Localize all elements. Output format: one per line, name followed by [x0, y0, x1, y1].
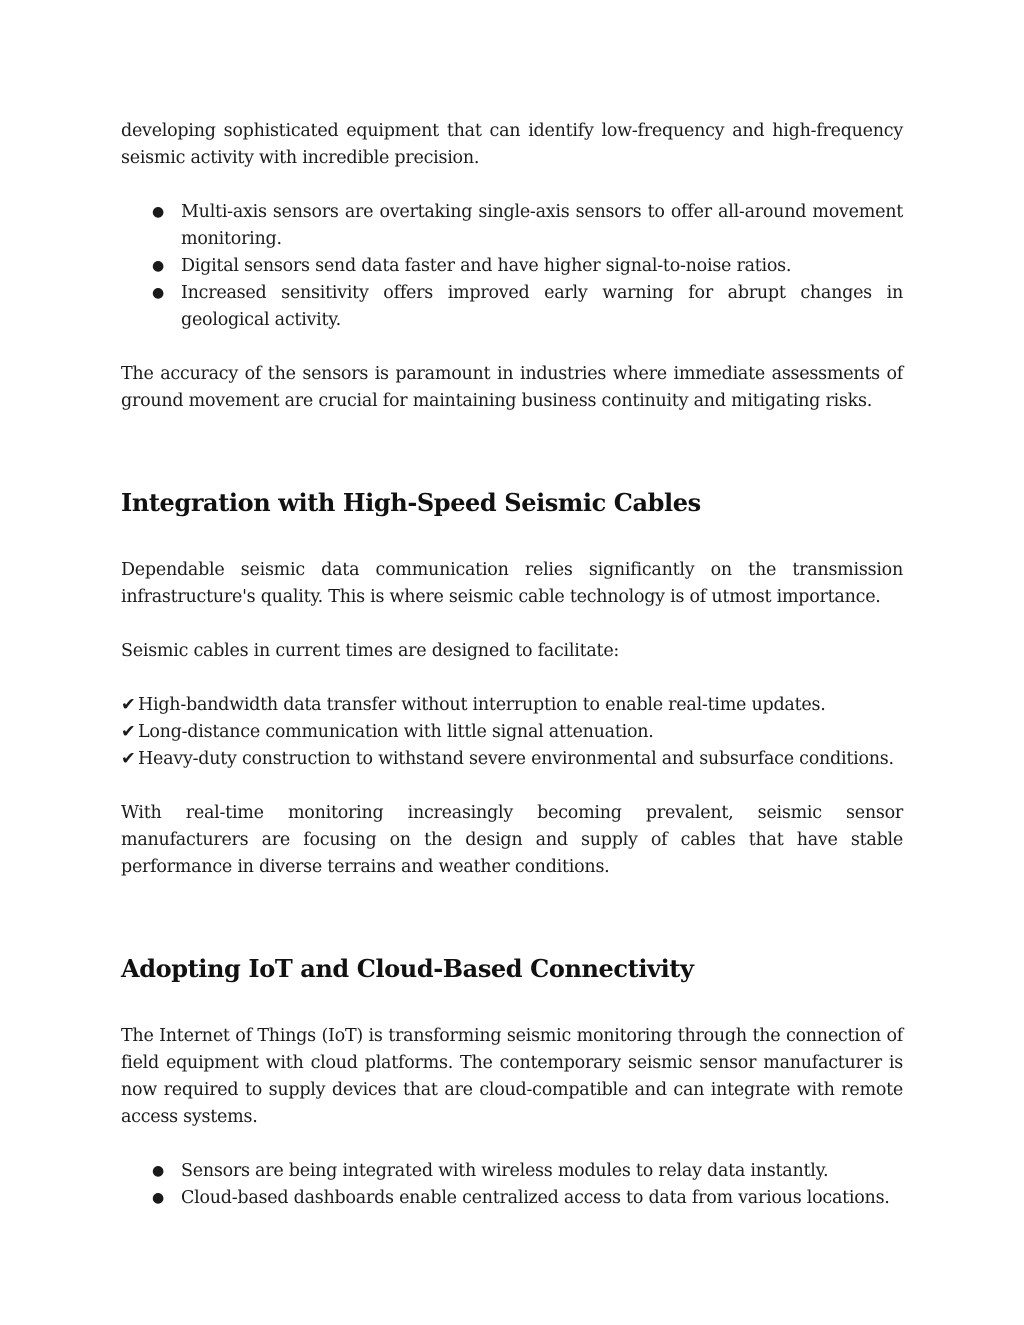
check-list — [121, 692, 903, 773]
cables-lead-paragraph: Seismic cables in current times are designed to facilitate: — [121, 641, 620, 661]
bullet-icon: ● — [152, 204, 164, 220]
cables-closing-paragraph: With real-time monitoring increasingly becoming prevalent, seismic sensor manufacturers are focusing on the design and supply of cables that have stable performance in diverse terrains and weather conditions. — [121, 803, 903, 877]
check-item — [121, 692, 903, 719]
document-page — [121, 118, 903, 1212]
list-item-text: Digital sensors send data faster and have higher signal-to-noise ratios. — [181, 256, 792, 276]
checkmark-icon: ✔ — [121, 749, 136, 769]
bullet-icon: ● — [152, 1190, 164, 1206]
bullet-icon: ● — [152, 285, 164, 301]
intro-bullet-list — [121, 199, 903, 334]
list-item-text: Sensors are being integrated with wireless modules to relay data instantly. — [181, 1161, 829, 1181]
accuracy-paragraph: The accuracy of the sensors is paramount in industries where immediate assessments of ground movement are crucial for maintaining business continuity and mitigating risks. — [121, 364, 903, 411]
list-item — [121, 1158, 903, 1185]
check-item-text: Heavy-duty construction to withstand severe environmental and subsurface conditions. — [138, 749, 894, 769]
list-item — [121, 253, 903, 280]
intro-paragraph: developing sophisticated equipment that can identify low-frequency and high-frequency seismic activity with incredible precision. — [121, 121, 903, 168]
bullet-icon: ● — [152, 1163, 164, 1179]
list-item-text: Cloud-based dashboards enable centralized access to data from various locations. — [181, 1188, 890, 1208]
check-item — [121, 746, 903, 773]
check-item — [121, 719, 903, 746]
list-item-text: Increased sensitivity offers improved early warning for abrupt changes in geological activity. — [181, 283, 903, 330]
cables-intro-paragraph: Dependable seismic data communication relies significantly on the transmission infrastructure's quality. This is where seismic cable technology is of utmost importance. — [121, 560, 903, 607]
checkmark-icon: ✔ — [121, 695, 136, 715]
checkmark-icon: ✔ — [121, 722, 136, 742]
section-heading-cables: Integration with High-Speed Seismic Cables — [121, 488, 701, 517]
iot-intro-paragraph: The Internet of Things (IoT) is transforming seismic monitoring through the connection of field equipment with cloud platforms. The contemporary seismic sensor manufacturer is now required to supply devices that are cloud-compatible and can integrate with remote access systems. — [121, 1026, 903, 1127]
list-item — [121, 1185, 903, 1212]
list-item — [121, 199, 903, 253]
check-item-text: Long-distance communication with little signal attenuation. — [138, 722, 654, 742]
list-item — [121, 280, 903, 334]
bullet-icon: ● — [152, 258, 164, 274]
iot-bullet-list — [121, 1158, 903, 1212]
check-item-text: High-bandwidth data transfer without interruption to enable real-time updates. — [138, 695, 826, 715]
section-heading-iot: Adopting IoT and Cloud-Based Connectivity — [121, 954, 694, 983]
list-item-text: Multi-axis sensors are overtaking single-axis sensors to offer all-around movement monitoring. — [181, 202, 903, 249]
